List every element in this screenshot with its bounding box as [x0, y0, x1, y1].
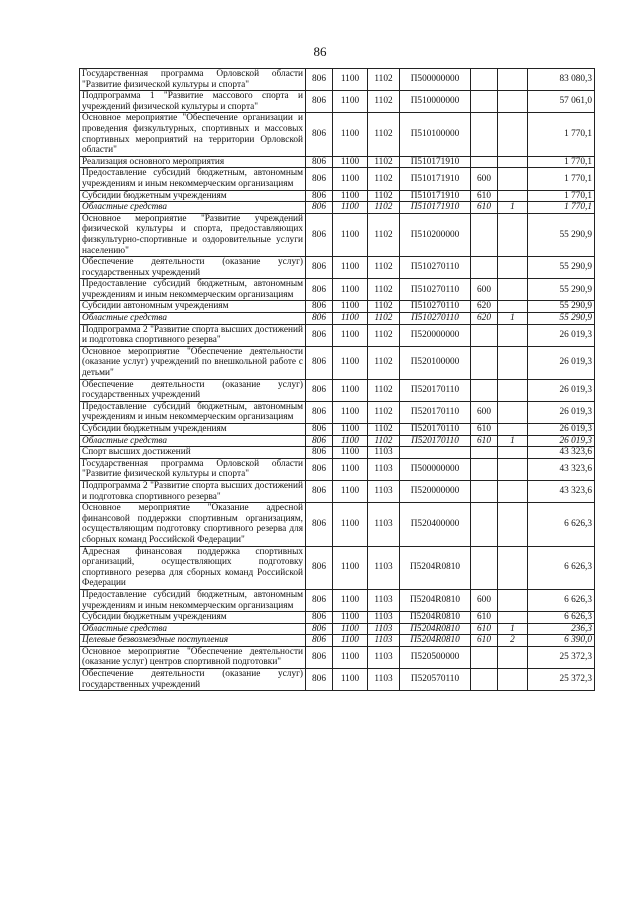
subsection-code-cell: 1103 [368, 503, 400, 546]
funding-source-cell [498, 69, 528, 91]
amount-cell: 1 770,1 [528, 190, 595, 202]
admin-code-cell: 806 [306, 168, 333, 190]
section-code-cell: 1100 [333, 623, 368, 635]
expense-type-cell [471, 669, 498, 691]
subsection-code-cell: 1103 [368, 669, 400, 691]
funding-source-cell [498, 257, 528, 279]
target-article-cell: П500000000 [400, 69, 471, 91]
admin-code-cell: 806 [306, 69, 333, 91]
admin-code-cell: 806 [306, 379, 333, 401]
target-article-cell: П510100000 [400, 113, 471, 156]
table-row [80, 480, 595, 502]
amount-cell: 26 019,3 [528, 346, 595, 379]
target-article-cell: П520100000 [400, 346, 471, 379]
admin-code-cell: 806 [306, 447, 333, 459]
expense-type-cell: 610 [471, 612, 498, 624]
funding-source-cell [498, 91, 528, 113]
funding-source-cell [498, 401, 528, 423]
row-name-cell: Подпрограмма 2 "Развитие спорта высших достижений и подготовка спортивного резерва" [80, 480, 306, 502]
admin-code-cell: 806 [306, 213, 333, 256]
expense-type-cell [471, 346, 498, 379]
amount-cell: 26 019,3 [528, 379, 595, 401]
funding-source-cell: 1 [498, 435, 528, 447]
table-row [80, 190, 595, 202]
table-row [80, 424, 595, 436]
funding-source-cell: 2 [498, 635, 528, 647]
table-row [80, 635, 595, 647]
section-code-cell: 1100 [333, 546, 368, 589]
target-article-cell: П5204R0810 [400, 612, 471, 624]
expense-type-cell: 610 [471, 635, 498, 647]
section-code-cell: 1100 [333, 213, 368, 256]
row-name-cell: Предоставление субсидий бюджетным, автономным учреждениям и иным некоммерческим организациям [80, 279, 306, 301]
budget-table [79, 68, 595, 691]
budget-table-body [80, 69, 595, 691]
table-row [80, 401, 595, 423]
table-row [80, 346, 595, 379]
expense-type-cell: 610 [471, 623, 498, 635]
admin-code-cell: 806 [306, 301, 333, 313]
subsection-code-cell: 1102 [368, 379, 400, 401]
admin-code-cell: 806 [306, 279, 333, 301]
admin-code-cell: 806 [306, 646, 333, 668]
funding-source-cell [498, 480, 528, 502]
amount-cell: 1 770,1 [528, 202, 595, 214]
amount-cell: 25 372,3 [528, 646, 595, 668]
admin-code-cell: 806 [306, 346, 333, 379]
row-name-cell: Субсидии бюджетным учреждениям [80, 190, 306, 202]
table-row [80, 313, 595, 325]
row-name-cell: Основное мероприятие "Обеспечение организации и проведения физкультурных, спортивных и массовых спортивных мероприятий на территории Орловской области" [80, 113, 306, 156]
subsection-code-cell: 1102 [368, 301, 400, 313]
amount-cell: 6 390,0 [528, 635, 595, 647]
section-code-cell: 1100 [333, 635, 368, 647]
row-name-cell: Реализация основного мероприятия [80, 156, 306, 168]
admin-code-cell: 806 [306, 435, 333, 447]
section-code-cell: 1100 [333, 113, 368, 156]
target-article-cell: П510270110 [400, 313, 471, 325]
target-article-cell: П520570110 [400, 669, 471, 691]
row-name-cell: Обеспечение деятельности (оказание услуг) государственных учреждений [80, 669, 306, 691]
target-article-cell: П500000000 [400, 458, 471, 480]
expense-type-cell [471, 91, 498, 113]
amount-cell: 83 080,3 [528, 69, 595, 91]
funding-source-cell [498, 213, 528, 256]
amount-cell: 6 626,3 [528, 546, 595, 589]
funding-source-cell [498, 424, 528, 436]
amount-cell: 6 626,3 [528, 589, 595, 611]
funding-source-cell [498, 113, 528, 156]
row-name-cell: Обеспечение деятельности (оказание услуг) государственных учреждений [80, 379, 306, 401]
row-name-cell: Основное мероприятие "Развитие учреждений физической культуры и спорта, предоставляющих физкультурно-спортивные и оздоровительные услуги населению" [80, 213, 306, 256]
subsection-code-cell: 1102 [368, 69, 400, 91]
admin-code-cell: 806 [306, 503, 333, 546]
funding-source-cell [498, 646, 528, 668]
expense-type-cell [471, 156, 498, 168]
table-row [80, 458, 595, 480]
table-row [80, 589, 595, 611]
amount-cell: 26 019,3 [528, 401, 595, 423]
target-article-cell: П520170110 [400, 401, 471, 423]
subsection-code-cell: 1102 [368, 91, 400, 113]
section-code-cell: 1100 [333, 91, 368, 113]
subsection-code-cell: 1102 [368, 346, 400, 379]
section-code-cell: 1100 [333, 480, 368, 502]
amount-cell: 43 323,6 [528, 480, 595, 502]
funding-source-cell [498, 190, 528, 202]
section-code-cell: 1100 [333, 346, 368, 379]
admin-code-cell: 806 [306, 635, 333, 647]
table-row [80, 623, 595, 635]
funding-source-cell [498, 324, 528, 346]
table-row [80, 324, 595, 346]
row-name-cell: Предоставление субсидий бюджетным, автономным учреждениям и иным некоммерческим организациям [80, 589, 306, 611]
funding-source-cell [498, 279, 528, 301]
table-row [80, 379, 595, 401]
row-name-cell: Основное мероприятие "Оказание адресной финансовой поддержки спортивным организациям, осуществляющим подготовку спортивного резерва для сборных команд Российской Федерации" [80, 503, 306, 546]
admin-code-cell: 806 [306, 612, 333, 624]
section-code-cell: 1100 [333, 69, 368, 91]
target-article-cell: П5204R0810 [400, 635, 471, 647]
table-row [80, 279, 595, 301]
expense-type-cell [471, 447, 498, 459]
amount-cell: 57 061,0 [528, 91, 595, 113]
table-row [80, 113, 595, 156]
section-code-cell: 1100 [333, 324, 368, 346]
section-code-cell: 1100 [333, 156, 368, 168]
target-article-cell [400, 447, 471, 459]
subsection-code-cell: 1102 [368, 435, 400, 447]
subsection-code-cell: 1103 [368, 480, 400, 502]
section-code-cell: 1100 [333, 190, 368, 202]
expense-type-cell [471, 379, 498, 401]
admin-code-cell: 806 [306, 458, 333, 480]
page-number: 86 [313, 44, 327, 59]
row-name-cell: Подпрограмма 2 "Развитие спорта высших достижений и подготовка спортивного резерва" [80, 324, 306, 346]
subsection-code-cell: 1103 [368, 623, 400, 635]
target-article-cell: П520170110 [400, 435, 471, 447]
admin-code-cell: 806 [306, 313, 333, 325]
amount-cell: 1 770,1 [528, 168, 595, 190]
row-name-cell: Адресная финансовая поддержка спортивных организаций, осуществляющих подготовку спортивного резерва для сборных команд Российской Федерации [80, 546, 306, 589]
subsection-code-cell: 1103 [368, 589, 400, 611]
expense-type-cell: 620 [471, 301, 498, 313]
row-name-cell: Основное мероприятие "Обеспечение деятельности (оказание услуг) центров спортивной подготовки" [80, 646, 306, 668]
amount-cell: 6 626,3 [528, 503, 595, 546]
subsection-code-cell: 1102 [368, 202, 400, 214]
target-article-cell: П520170110 [400, 379, 471, 401]
admin-code-cell: 806 [306, 91, 333, 113]
row-name-cell: Областные средства [80, 435, 306, 447]
target-article-cell: П510200000 [400, 213, 471, 256]
row-name-cell: Областные средства [80, 202, 306, 214]
expense-type-cell [471, 503, 498, 546]
admin-code-cell: 806 [306, 202, 333, 214]
funding-source-cell [498, 546, 528, 589]
table-row [80, 669, 595, 691]
amount-cell: 55 290,9 [528, 213, 595, 256]
target-article-cell: П5204R0810 [400, 589, 471, 611]
row-name-cell: Государственная программа Орловской области "Развитие физической культуры и спорта" [80, 458, 306, 480]
subsection-code-cell: 1103 [368, 458, 400, 480]
expense-type-cell: 600 [471, 168, 498, 190]
admin-code-cell: 806 [306, 401, 333, 423]
amount-cell: 43 323,6 [528, 458, 595, 480]
amount-cell: 26 019,3 [528, 435, 595, 447]
admin-code-cell: 806 [306, 324, 333, 346]
target-article-cell: П510171910 [400, 190, 471, 202]
expense-type-cell [471, 213, 498, 256]
expense-type-cell [471, 546, 498, 589]
table-row [80, 202, 595, 214]
table-row [80, 168, 595, 190]
amount-cell: 26 019,3 [528, 424, 595, 436]
admin-code-cell: 806 [306, 669, 333, 691]
amount-cell: 1 770,1 [528, 113, 595, 156]
expense-type-cell: 600 [471, 279, 498, 301]
admin-code-cell: 806 [306, 623, 333, 635]
subsection-code-cell: 1102 [368, 168, 400, 190]
subsection-code-cell: 1102 [368, 213, 400, 256]
target-article-cell: П520400000 [400, 503, 471, 546]
subsection-code-cell: 1103 [368, 646, 400, 668]
amount-cell: 1 770,1 [528, 156, 595, 168]
table-row [80, 301, 595, 313]
target-article-cell: П510270110 [400, 301, 471, 313]
row-name-cell: Обеспечение деятельности (оказание услуг) государственных учреждений [80, 257, 306, 279]
admin-code-cell: 806 [306, 257, 333, 279]
section-code-cell: 1100 [333, 447, 368, 459]
admin-code-cell: 806 [306, 156, 333, 168]
section-code-cell: 1100 [333, 301, 368, 313]
expense-type-cell [471, 113, 498, 156]
table-row [80, 156, 595, 168]
subsection-code-cell: 1102 [368, 190, 400, 202]
row-name-cell: Областные средства [80, 623, 306, 635]
amount-cell: 26 019,3 [528, 324, 595, 346]
section-code-cell: 1100 [333, 168, 368, 190]
subsection-code-cell: 1102 [368, 401, 400, 423]
section-code-cell: 1100 [333, 669, 368, 691]
expense-type-cell [471, 324, 498, 346]
funding-source-cell: 1 [498, 202, 528, 214]
funding-source-cell: 1 [498, 623, 528, 635]
row-name-cell: Областные средства [80, 313, 306, 325]
amount-cell: 55 290,9 [528, 313, 595, 325]
table-row [80, 257, 595, 279]
target-article-cell: П510270110 [400, 257, 471, 279]
admin-code-cell: 806 [306, 190, 333, 202]
subsection-code-cell: 1103 [368, 447, 400, 459]
subsection-code-cell: 1103 [368, 546, 400, 589]
row-name-cell: Предоставление субсидий бюджетным, автономным учреждениям и иным некоммерческим организациям [80, 168, 306, 190]
target-article-cell: П5204R0810 [400, 546, 471, 589]
section-code-cell: 1100 [333, 458, 368, 480]
row-name-cell: Государственная программа Орловской области "Развитие физической культуры и спорта" [80, 69, 306, 91]
section-code-cell: 1100 [333, 313, 368, 325]
row-name-cell: Субсидии автономным учреждениям [80, 301, 306, 313]
table-row [80, 612, 595, 624]
expense-type-cell: 610 [471, 435, 498, 447]
funding-source-cell [498, 379, 528, 401]
section-code-cell: 1100 [333, 435, 368, 447]
table-row [80, 646, 595, 668]
funding-source-cell [498, 669, 528, 691]
subsection-code-cell: 1102 [368, 324, 400, 346]
admin-code-cell: 806 [306, 113, 333, 156]
subsection-code-cell: 1103 [368, 635, 400, 647]
section-code-cell: 1100 [333, 202, 368, 214]
funding-source-cell [498, 156, 528, 168]
amount-cell: 55 290,9 [528, 301, 595, 313]
amount-cell: 25 372,3 [528, 669, 595, 691]
subsection-code-cell: 1102 [368, 156, 400, 168]
funding-source-cell [498, 301, 528, 313]
table-row [80, 503, 595, 546]
subsection-code-cell: 1102 [368, 279, 400, 301]
amount-cell: 6 626,3 [528, 612, 595, 624]
amount-cell: 236,3 [528, 623, 595, 635]
target-article-cell: П520500000 [400, 646, 471, 668]
expense-type-cell: 620 [471, 313, 498, 325]
expense-type-cell [471, 458, 498, 480]
table-row [80, 435, 595, 447]
section-code-cell: 1100 [333, 257, 368, 279]
admin-code-cell: 806 [306, 424, 333, 436]
table-row [80, 447, 595, 459]
row-name-cell: Подпрограмма 1 "Развитие массового спорта и учреждений физической культуры и спорта" [80, 91, 306, 113]
row-name-cell: Субсидии бюджетным учреждениям [80, 424, 306, 436]
row-name-cell: Целевые безвозмездные поступления [80, 635, 306, 647]
funding-source-cell [498, 447, 528, 459]
amount-cell: 55 290,9 [528, 279, 595, 301]
funding-source-cell [498, 346, 528, 379]
expense-type-cell [471, 257, 498, 279]
subsection-code-cell: 1102 [368, 113, 400, 156]
expense-type-cell: 610 [471, 424, 498, 436]
funding-source-cell: 1 [498, 313, 528, 325]
funding-source-cell [498, 612, 528, 624]
section-code-cell: 1100 [333, 646, 368, 668]
expense-type-cell: 610 [471, 190, 498, 202]
expense-type-cell: 600 [471, 589, 498, 611]
target-article-cell: П510270110 [400, 279, 471, 301]
expense-type-cell [471, 480, 498, 502]
admin-code-cell: 806 [306, 480, 333, 502]
amount-cell: 43 323,6 [528, 447, 595, 459]
subsection-code-cell: 1102 [368, 313, 400, 325]
target-article-cell: П520000000 [400, 480, 471, 502]
admin-code-cell: 806 [306, 546, 333, 589]
target-article-cell: П510000000 [400, 91, 471, 113]
row-name-cell: Субсидии бюджетным учреждениям [80, 612, 306, 624]
section-code-cell: 1100 [333, 401, 368, 423]
section-code-cell: 1100 [333, 379, 368, 401]
amount-cell: 55 290,9 [528, 257, 595, 279]
target-article-cell: П510171910 [400, 156, 471, 168]
target-article-cell: П520000000 [400, 324, 471, 346]
table-row [80, 546, 595, 589]
section-code-cell: 1100 [333, 589, 368, 611]
expense-type-cell: 600 [471, 401, 498, 423]
table-row [80, 91, 595, 113]
subsection-code-cell: 1103 [368, 612, 400, 624]
row-name-cell: Основное мероприятие "Обеспечение деятельности (оказание услуг) учреждений по внешкольной работе с детьми" [80, 346, 306, 379]
table-row [80, 69, 595, 91]
target-article-cell: П5204R0810 [400, 623, 471, 635]
table-row [80, 213, 595, 256]
section-code-cell: 1100 [333, 424, 368, 436]
row-name-cell: Спорт высших достижений [80, 447, 306, 459]
subsection-code-cell: 1102 [368, 257, 400, 279]
funding-source-cell [498, 168, 528, 190]
section-code-cell: 1100 [333, 612, 368, 624]
section-code-cell: 1100 [333, 503, 368, 546]
expense-type-cell [471, 69, 498, 91]
target-article-cell: П510171910 [400, 168, 471, 190]
expense-type-cell: 610 [471, 202, 498, 214]
section-code-cell: 1100 [333, 279, 368, 301]
expense-type-cell [471, 646, 498, 668]
target-article-cell: П520170110 [400, 424, 471, 436]
target-article-cell: П510171910 [400, 202, 471, 214]
funding-source-cell [498, 458, 528, 480]
funding-source-cell [498, 589, 528, 611]
admin-code-cell: 806 [306, 589, 333, 611]
subsection-code-cell: 1102 [368, 424, 400, 436]
funding-source-cell [498, 503, 528, 546]
row-name-cell: Предоставление субсидий бюджетным, автономным учреждениям и иным некоммерческим организациям [80, 401, 306, 423]
